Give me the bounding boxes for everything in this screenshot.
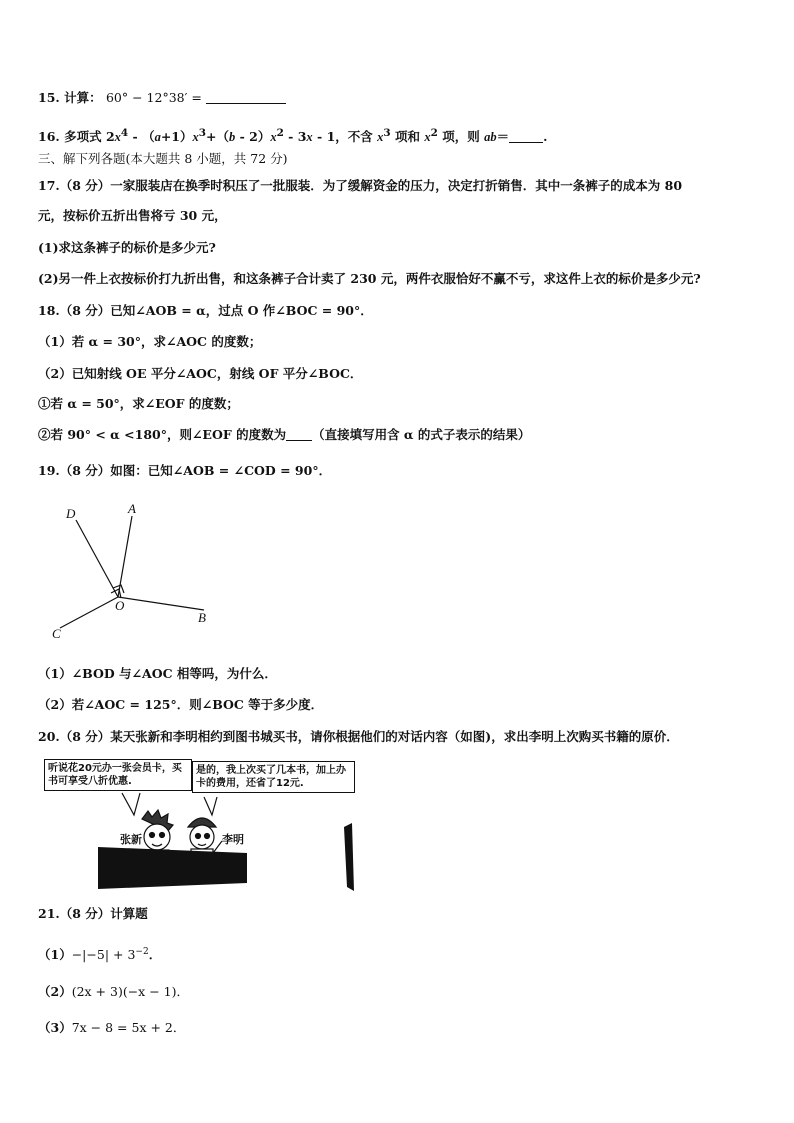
ray-ob — [118, 597, 204, 610]
bubble-tail-right — [204, 797, 217, 815]
q20-line1: 20.（8 分）某天张新和李明相约到图书城买书，请你根据他们的对话内容（如图)，求出李明上次购买书籍的原价． — [38, 729, 679, 744]
q17-line2: 元，按标价五折出售将亏 30 元， — [38, 208, 227, 223]
q16-text: 多项式 2 — [64, 129, 115, 145]
q21-part1-label: （1） — [38, 947, 72, 963]
label-o: O — [115, 598, 125, 613]
q21-part1 — [38, 944, 774, 963]
ray-oc — [60, 597, 118, 628]
q18-part2a: ①若 α = 50°，求∠EOF 的度数； — [38, 396, 239, 411]
ray-od — [76, 520, 118, 597]
q15-answer-blank — [206, 91, 286, 104]
q21-part3 — [38, 1020, 774, 1036]
q16-sup: 2 — [430, 127, 438, 139]
q16-sup: 4 — [120, 127, 129, 139]
q17-line1: 17.（8 分）一家服装店在换季时积压了一批服装．为了缓解资金的压力，决定打折销售．其中一条裤子的成本为 80 — [38, 178, 683, 193]
q21-part2-expression: (2x + 3)(−x − 1)． — [71, 984, 189, 999]
label-d: D — [66, 506, 76, 521]
q16-var: x — [377, 130, 384, 145]
q16-answer-blank — [509, 130, 543, 143]
q16-var: x — [270, 130, 277, 145]
question-15 — [38, 90, 774, 106]
q21-part3-label: （3） — [38, 1020, 72, 1035]
q16-text: 项，则 — [437, 129, 485, 145]
q18-part1: （1）若 α = 30°，求∠AOC 的度数； — [38, 334, 262, 349]
question-16 — [38, 125, 774, 145]
edge-artifact — [344, 823, 354, 891]
q18-part2b — [38, 427, 774, 443]
q18-part2b-text: ②若 90° < α <180°，则∠EOF 的度数为 — [38, 427, 287, 442]
cartoon-characters — [42, 757, 362, 897]
q16-var: x — [192, 130, 199, 145]
q18-line1: 18.（8 分）已知∠AOB = α，过点 O 作∠BOC = 90°． — [38, 303, 373, 318]
speech-bubble-zhangxin: 听说花20元办一张会员卡，买书可享受八折优惠. — [44, 759, 192, 791]
q16-var: a — [154, 130, 161, 145]
q21-part2-label: （2） — [38, 984, 72, 999]
q21-part1-expression: −|−5| + 3 — [71, 947, 136, 963]
q15-number: 15. — [38, 90, 60, 105]
q16-text: 项和 — [390, 129, 425, 145]
name-label-zhangxin: 张新 — [120, 833, 142, 846]
q16-sup: 2 — [276, 127, 284, 139]
q16-sup: 3 — [383, 127, 391, 139]
counter-shape — [98, 847, 247, 889]
q16-sup: 3 — [198, 127, 206, 139]
q17-part2: (2)另一件上衣按标价打九折出售，和这条裤子合计卖了 230 元，两件衣服恰好不赢不亏，求这件上衣的标价是多少元? — [38, 271, 701, 286]
q19-line1: 19.（8 分）如图：已知∠AOB = ∠COD = 90°． — [38, 463, 332, 478]
q21-part1-exponent: −2 — [135, 947, 149, 957]
q18-answer-blank — [286, 428, 312, 441]
q21-part3-expression: 7x − 8 = 5x + 2． — [71, 1020, 186, 1035]
q16-text: . — [543, 129, 548, 145]
q16-text: ＝ — [496, 129, 510, 145]
q19-part1: （1）∠BOD 与∠AOC 相等吗，为什么． — [38, 666, 277, 681]
q16-text: +1） — [160, 129, 193, 145]
bubble-tail-left — [122, 793, 140, 815]
q21-part1-end: ． — [148, 947, 162, 963]
q16-text: - 3 — [283, 129, 307, 145]
q16-text: - 2） — [235, 129, 271, 145]
dialogue-illustration — [42, 757, 362, 897]
label-a: A — [128, 501, 136, 516]
q16-number: 16. — [38, 129, 60, 145]
q21-part2 — [38, 984, 774, 1000]
section-heading: 三、解下列各题(本大题共 8 小题，共 72 分) — [38, 151, 288, 166]
q16-text: +（ — [206, 129, 229, 145]
q16-var: b — [228, 130, 236, 145]
label-b: B — [198, 610, 206, 625]
speech-bubble-liming: 是的，我上次买了几本书，加上办卡的费用，还省了12元. — [192, 761, 355, 793]
q16-var: x — [306, 130, 313, 145]
q15-expression: 60° − 12°38′ = — [105, 90, 202, 105]
q21-line1: 21.（8 分）计算题 — [38, 906, 148, 921]
q19-part2: （2）若∠AOC = 125°．则∠BOC 等于多少度． — [38, 697, 324, 712]
name-label-liming: 李明 — [222, 833, 244, 846]
angle-diagram — [40, 500, 230, 645]
q15-label: 计算： — [64, 90, 102, 105]
q16-var: ab — [484, 130, 497, 145]
q17-part1: (1)求这条裤子的标价是多少元? — [38, 240, 216, 255]
q16-var: x — [114, 130, 121, 145]
q18-part2: （2）已知射线 OE 平分∠AOC，射线 OF 平分∠BOC． — [38, 366, 363, 381]
q16-text: - （ — [128, 129, 155, 145]
q16-text: - 1，不含 — [312, 129, 378, 145]
q18-part2b-note: （直接填写用含 α 的式子表示的结果） — [312, 427, 531, 442]
q16-var: x — [424, 130, 431, 145]
label-c: C — [52, 626, 61, 641]
